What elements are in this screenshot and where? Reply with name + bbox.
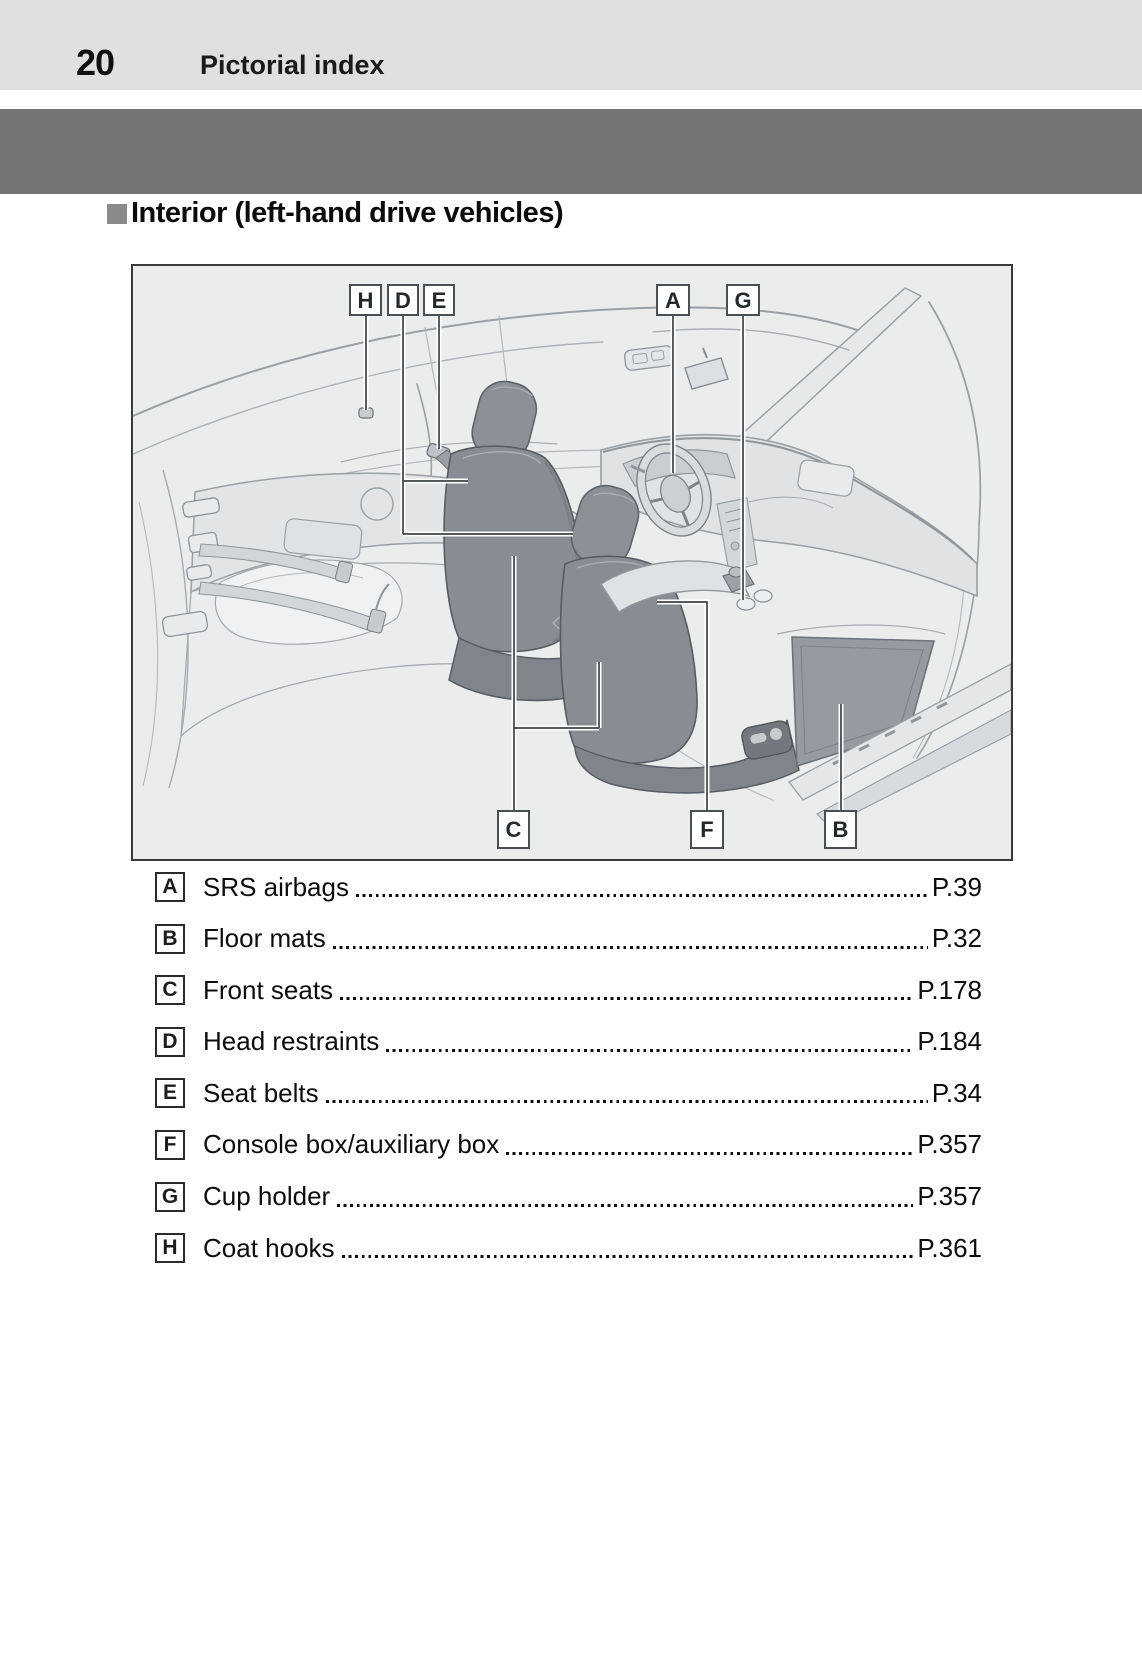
list-item: [155, 872, 982, 902]
pictorial-index-list: [155, 872, 982, 1263]
dot-leader: [386, 1049, 913, 1052]
list-item: [155, 1182, 982, 1212]
callout-c: C: [505, 817, 522, 842]
rearview-mirror: [685, 358, 728, 389]
subsection-heading-text: Interior (left-hand drive vehicles): [131, 197, 564, 229]
dot-leader: [340, 997, 913, 1000]
dot-leader: [342, 1255, 914, 1258]
dot-leader: [506, 1152, 913, 1155]
interior-diagram: [131, 264, 1013, 861]
callout-e: E: [431, 288, 447, 313]
item-letter-badge: G: [155, 1182, 185, 1212]
item-page-ref: P.34: [931, 1077, 982, 1108]
item-letter-badge: F: [155, 1130, 185, 1160]
square-bullet-icon: [107, 204, 127, 224]
item-label: Front seats: [203, 974, 334, 1005]
item-label: Seat belts: [203, 1077, 319, 1108]
list-item: [155, 975, 982, 1005]
header-band: [0, 0, 1142, 90]
item-label: Head restraints: [203, 1026, 380, 1057]
dot-leader: [326, 1100, 928, 1103]
item-label: Floor mats: [203, 923, 326, 954]
list-item: [155, 1130, 982, 1160]
item-letter-badge: A: [155, 872, 185, 902]
item-page-ref: P.357: [917, 1181, 982, 1212]
item-letter-badge: B: [155, 924, 185, 954]
item-label: Coat hooks: [203, 1232, 335, 1263]
list-item: [155, 924, 982, 954]
item-letter-badge: C: [155, 975, 185, 1005]
callout-g: G: [734, 288, 752, 313]
callout-d: D: [395, 288, 411, 313]
car-interior-illustration: [133, 266, 1011, 859]
section-title: Pictorial index: [200, 50, 385, 80]
callout-h: H: [357, 288, 374, 313]
callout-a: A: [665, 288, 681, 313]
item-page-ref: P.32: [931, 923, 982, 954]
overhead-console: [624, 345, 728, 389]
subsection-heading: [107, 197, 563, 230]
item-label: Console box/auxiliary box: [203, 1129, 500, 1160]
list-item: [155, 1078, 982, 1108]
item-letter-badge: H: [155, 1233, 185, 1263]
item-label: SRS airbags: [203, 871, 349, 902]
item-page-ref: P.361: [917, 1232, 982, 1263]
list-item: [155, 1027, 982, 1057]
item-letter-badge: E: [155, 1078, 185, 1108]
item-label: Cup holder: [203, 1181, 331, 1212]
item-page-ref: P.357: [917, 1129, 982, 1160]
dot-leader: [337, 1204, 913, 1207]
callout-f: F: [700, 817, 714, 842]
item-page-ref: P.39: [931, 871, 982, 902]
item-page-ref: P.178: [917, 974, 982, 1005]
callout-b: B: [832, 817, 849, 842]
dot-leader: [333, 946, 928, 949]
page-number: 20: [76, 42, 115, 83]
item-letter-badge: D: [155, 1027, 185, 1057]
item-page-ref: P.184: [917, 1026, 982, 1057]
cup-holder-shape: [737, 598, 755, 610]
chapter-banner: [0, 109, 1142, 194]
list-item: [155, 1233, 982, 1263]
dot-leader: [356, 894, 928, 897]
